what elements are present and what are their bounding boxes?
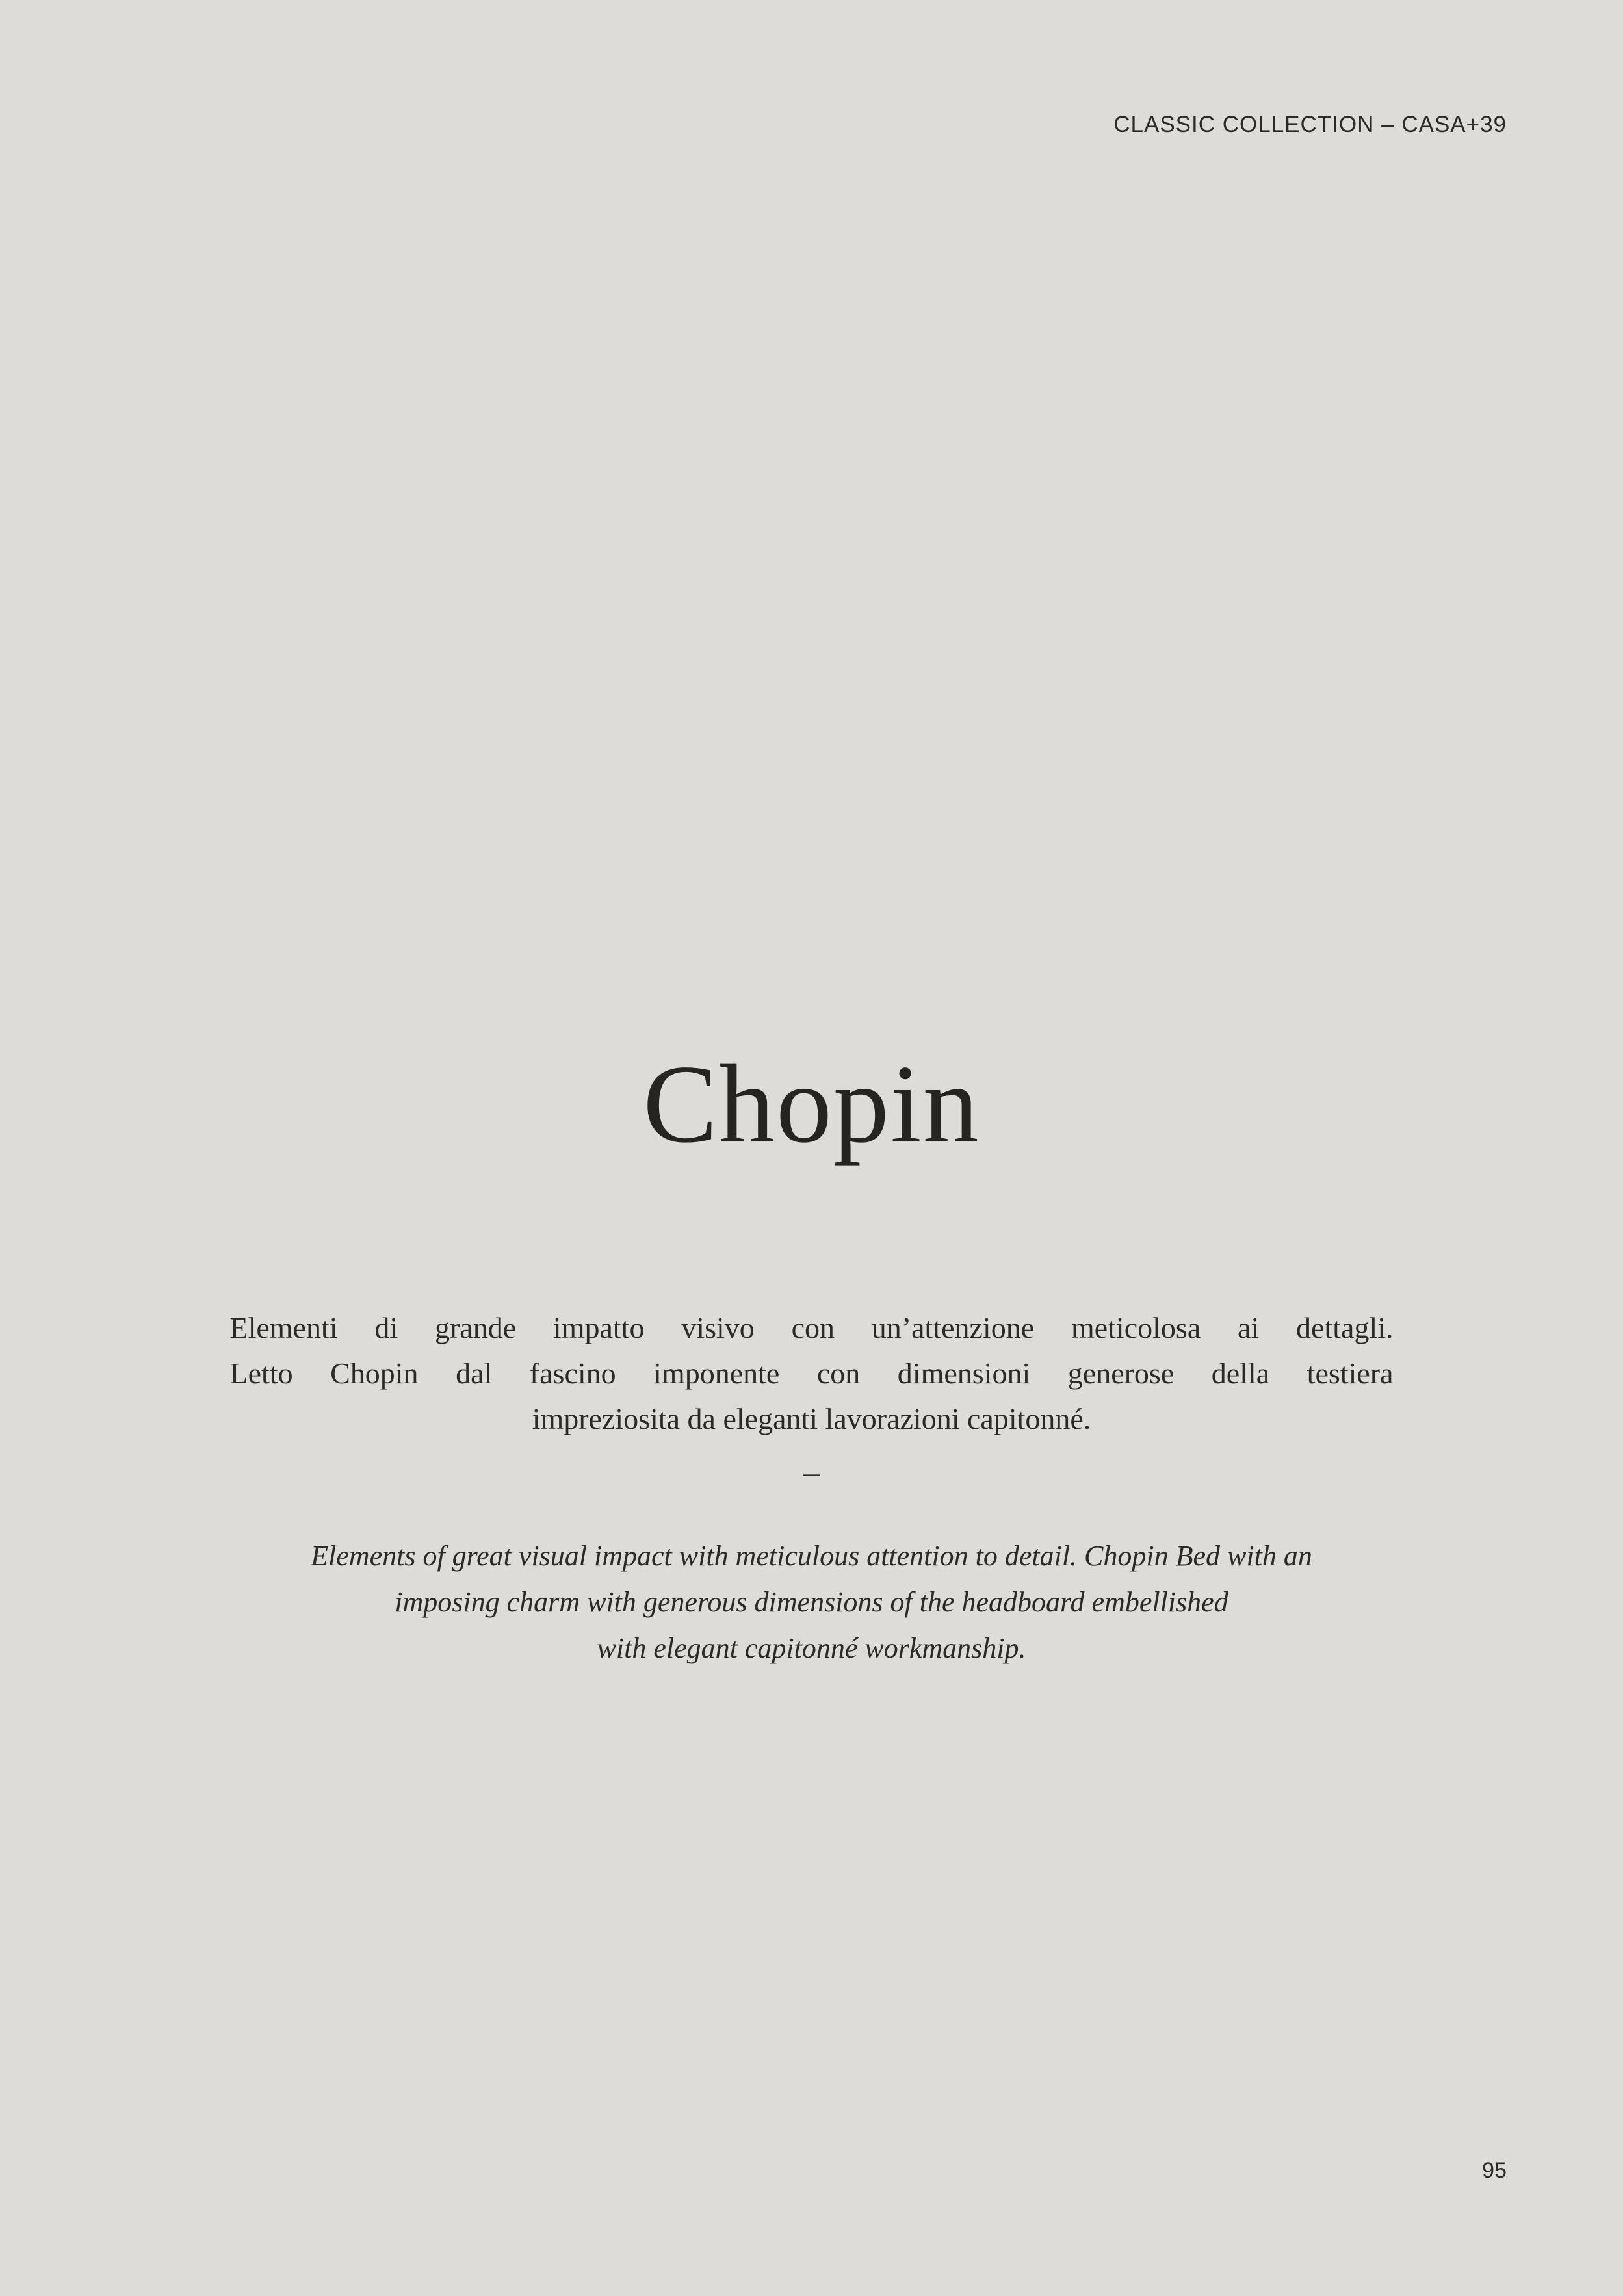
description-english (175, 1533, 1449, 1671)
collection-header: CLASSIC COLLECTION – CASA+39 (1113, 112, 1507, 137)
page-number: 95 (1482, 2158, 1507, 2183)
description-italian (230, 1305, 1394, 1442)
divider-dash: – (803, 1454, 820, 1491)
description-english-line-3: with elegant capitonné workmanship. (597, 1632, 1026, 1664)
description-italian-line-3: impreziosita da eleganti lavorazioni capitonné. (532, 1402, 1091, 1435)
description-italian-line-1: Elementi di grande impatto visivo con un’attenzione meticolosa ai dettagli. (229, 1311, 1394, 1344)
page-title: Chopin (643, 1043, 980, 1166)
description-english-line-2: imposing charm with generous dimensions of the headboard embellished (395, 1586, 1228, 1618)
description-english-line-1: Elements of great visual impact with meticulous attention to detail. Chopin Bed with an (311, 1540, 1312, 1572)
description-italian-line-2: Letto Chopin dal fascino imponente con dimensioni generose della testiera (229, 1357, 1394, 1390)
